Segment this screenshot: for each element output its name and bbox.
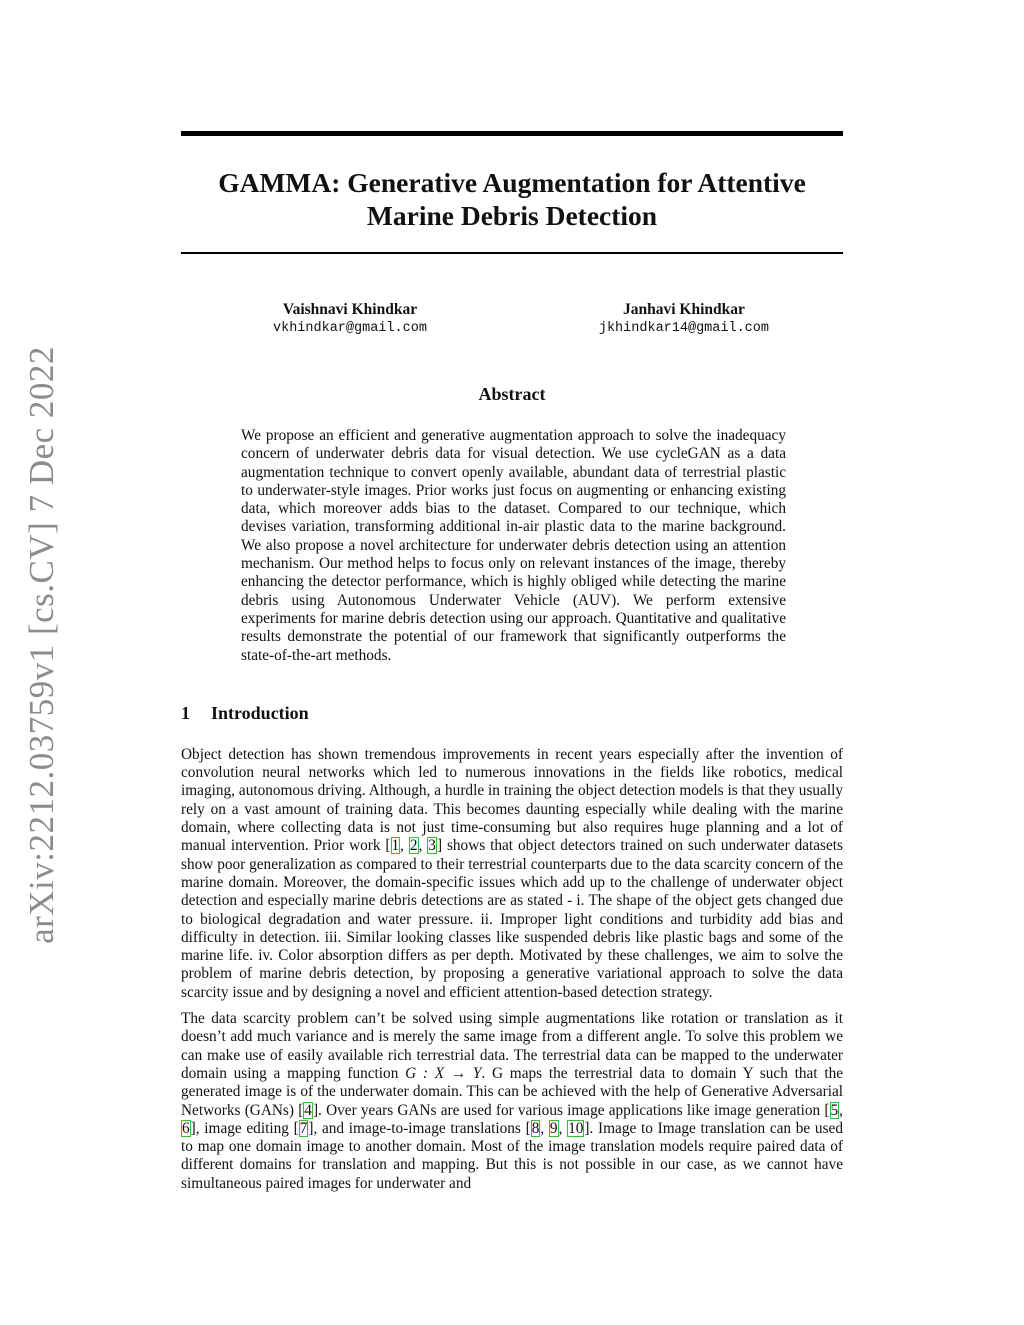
citation-link[interactable]: 1 — [391, 837, 400, 855]
title-line-2: Marine Debris Detection — [366, 200, 658, 231]
text-run: The data scarcity problem can’t be solved using simple augmentations like rotation or translation as it doesn’t add much variance and is merely the same image from a different angle. To solve this problem we can make use of easily available rich terrestrial data. The terrestrial data can be mapped to the underwater domain using a mapping function — [181, 1010, 843, 1082]
paper-title — [181, 166, 843, 232]
citation-link[interactable]: 10 — [568, 1119, 584, 1137]
citation-link[interactable]: 7 — [299, 1119, 308, 1137]
intro-paragraph-2: The data scarcity problem can’t be solved using simple augmentations like rotation or translation as it doesn’t add much variance and is merely the same image from a different angle. To solve this problem we can make use of easily available rich terrestrial data. The terrestrial data can be mapped to the underwater domain using a mapping function G : X → Y. G maps the terrestrial data to domain Y such that the generated image is of the underwater domain. This can be achieved with the help of Generative Adversarial Networks (GANs) [4]. Over years GANs are used for various image applications like image generation [5, 6], image editing [7], and image-to-image translations [8, 9, 10]. Image to Image translation can be used to map one domain image to another domain. Most of the image translation models require paired data of different domains for translation and mapping. But this is not possible in our case, as we cannot have simultaneous paired images for underwater and — [181, 1010, 844, 1192]
author-2 — [599, 300, 769, 338]
text-run: ] shows that object detectors trained on such underwater datasets show poor generalization as compared to their terrestrial counterparts due to the data scarcity concern of the marine domain. Moreover, the domain-specific issues which add up to the challenge of underwater object detection and especially marine debris detections are as stated - i. The shape of the object gets changed due to biological degradation and water pressure. ii. Improper light conditions and turbidity add bias and difficulty in detection. iii. Similar looking classes like suspended debris like plastic bags and some of the marine life. iv. Color absorption differs as per depth. Motivated by these challenges, we aim to solve the problem of marine debris detection, by proposing a generative variational approach to solve the data scarcity issue and by designing a novel and efficient attention-based detection strategy. — [181, 837, 843, 1001]
abstract-body: We propose an efficient and generative augmentation approach to solve the inadequacy concern of underwater debris data for visual detection. We use cycleGAN as a data augmentation technique to convert openly available, abundant data of terrestrial plastic to underwater-style images. Prior works just focus on augmenting or enhancing existing data, which moreover adds bias to the dataset. Compared to our technique, which devises variation, transforming additional in-air plastic data to the marine background. We also propose a novel architecture for underwater debris detection using an attention mechanism. Our method helps to focus only on relevant instances of the image, thereby enhancing the detector performance, which is highly obliged while detecting the marine debris using Autonomous Underwater Vehicle (AUV). We perform extensive experiments for marine debris detection using our approach. Quantitative and qualitative results demonstrate the potential of our framework that significantly outperforms the state-of-the-art methods. — [241, 427, 786, 664]
section-number: 1 — [181, 702, 190, 723]
math-inline: G : X → Y — [405, 1064, 482, 1082]
paper-page — [181, 131, 843, 1193]
citation-link[interactable]: 6 — [182, 1119, 190, 1137]
text-run: Object detection has shown tremendous improvements in recent years especially after the invention of convolution neural networks which led to numerous innovations in the fields like robotics, medical imaging, autonomous driving. Although, a hurdle in training the object detection models is that they usually rely on a vast amount of training data. This becomes daunting especially while dealing with the marine domain, where collecting data is not just time-consuming but also requires huge planning and a lot of manual intervention. Prior work [ — [181, 745, 843, 855]
citation-link[interactable]: 9 — [549, 1119, 558, 1137]
section-title: Introduction — [211, 702, 309, 723]
title-bottom-rule — [181, 252, 843, 254]
text-run: ], image editing [ — [190, 1119, 299, 1137]
author-1 — [273, 300, 427, 338]
text-run: . G maps the terrestrial data to domain Y such that the generated image is of the underwater domain. This can be achieved with the help of Generative Adversarial Networks (GANs) [ — [181, 1064, 844, 1119]
title-line-1: GAMMA: Generative Augmentation for Attentive — [218, 167, 806, 198]
citation-link[interactable]: 2 — [409, 837, 418, 855]
arxiv-identifier-stamp — [12, 346, 72, 944]
text-run: ]. Image to Image translation can be used to map one domain image to another domain. Most of the image translation models require paired data of different domains for translation and mapping. But this is not possible in our case, as we cannot have simultaneous paired images for underwater and — [181, 1119, 843, 1192]
author-2-name: Janhavi Khindkar — [622, 301, 745, 318]
arxiv-identifier-text: arXiv:2212.03759v1 [cs.CV] 7 Dec 2022 — [22, 346, 62, 944]
text-run: ]. Over years GANs are used for various image applications like image generation [ — [312, 1101, 830, 1119]
intro-paragraph-1: Object detection has shown tremendous improvements in recent years especially after the invention of convolution neural networks which led to numerous innovations in the fields like robotics, medical imaging, autonomous driving. Although, a hurdle in training the object detection models is that they usually rely on a vast amount of training data. This becomes daunting especially while dealing with the marine domain, where collecting data is not just time-consuming but also requires huge planning and a lot of manual intervention. Prior work [1, 2, 3] shows that object detectors trained on such underwater datasets show poor generalization as compared to their terrestrial counterparts due to the data scarcity concern of the marine domain. Moreover, the domain-specific issues which add up to the challenge of underwater object detection and especially marine debris detections are as stated - i. The shape of the object gets changed due to biological degradation and water pressure. ii. Improper light conditions and turbidity add bias and difficulty in detection. iii. Similar looking classes like suspended debris like plastic bags and some of the marine life. iv. Color absorption differs as per depth. Motivated by these challenges, we aim to solve the problem of marine debris detection, by proposing a generative variational approach to solve the data scarcity issue and by designing a novel and efficient attention-based detection strategy. — [181, 745, 843, 1001]
text-run: ], and image-to-image translations [ — [308, 1119, 531, 1137]
title-top-rule — [181, 131, 843, 136]
author-2-email[interactable]: jkhindkar14@gmail.com — [598, 321, 769, 336]
author-block — [181, 300, 843, 338]
citation-link[interactable]: 4 — [304, 1101, 312, 1119]
abstract-heading: Abstract — [478, 384, 546, 404]
author-1-name: Vaishnavi Khindkar — [282, 301, 418, 318]
author-1-email[interactable]: vkhindkar@gmail.com — [273, 321, 427, 336]
citation-link[interactable]: 3 — [428, 837, 436, 855]
section-heading-introduction — [181, 703, 843, 724]
citation-link[interactable]: 5 — [830, 1101, 839, 1119]
citation-link[interactable]: 8 — [531, 1119, 540, 1137]
